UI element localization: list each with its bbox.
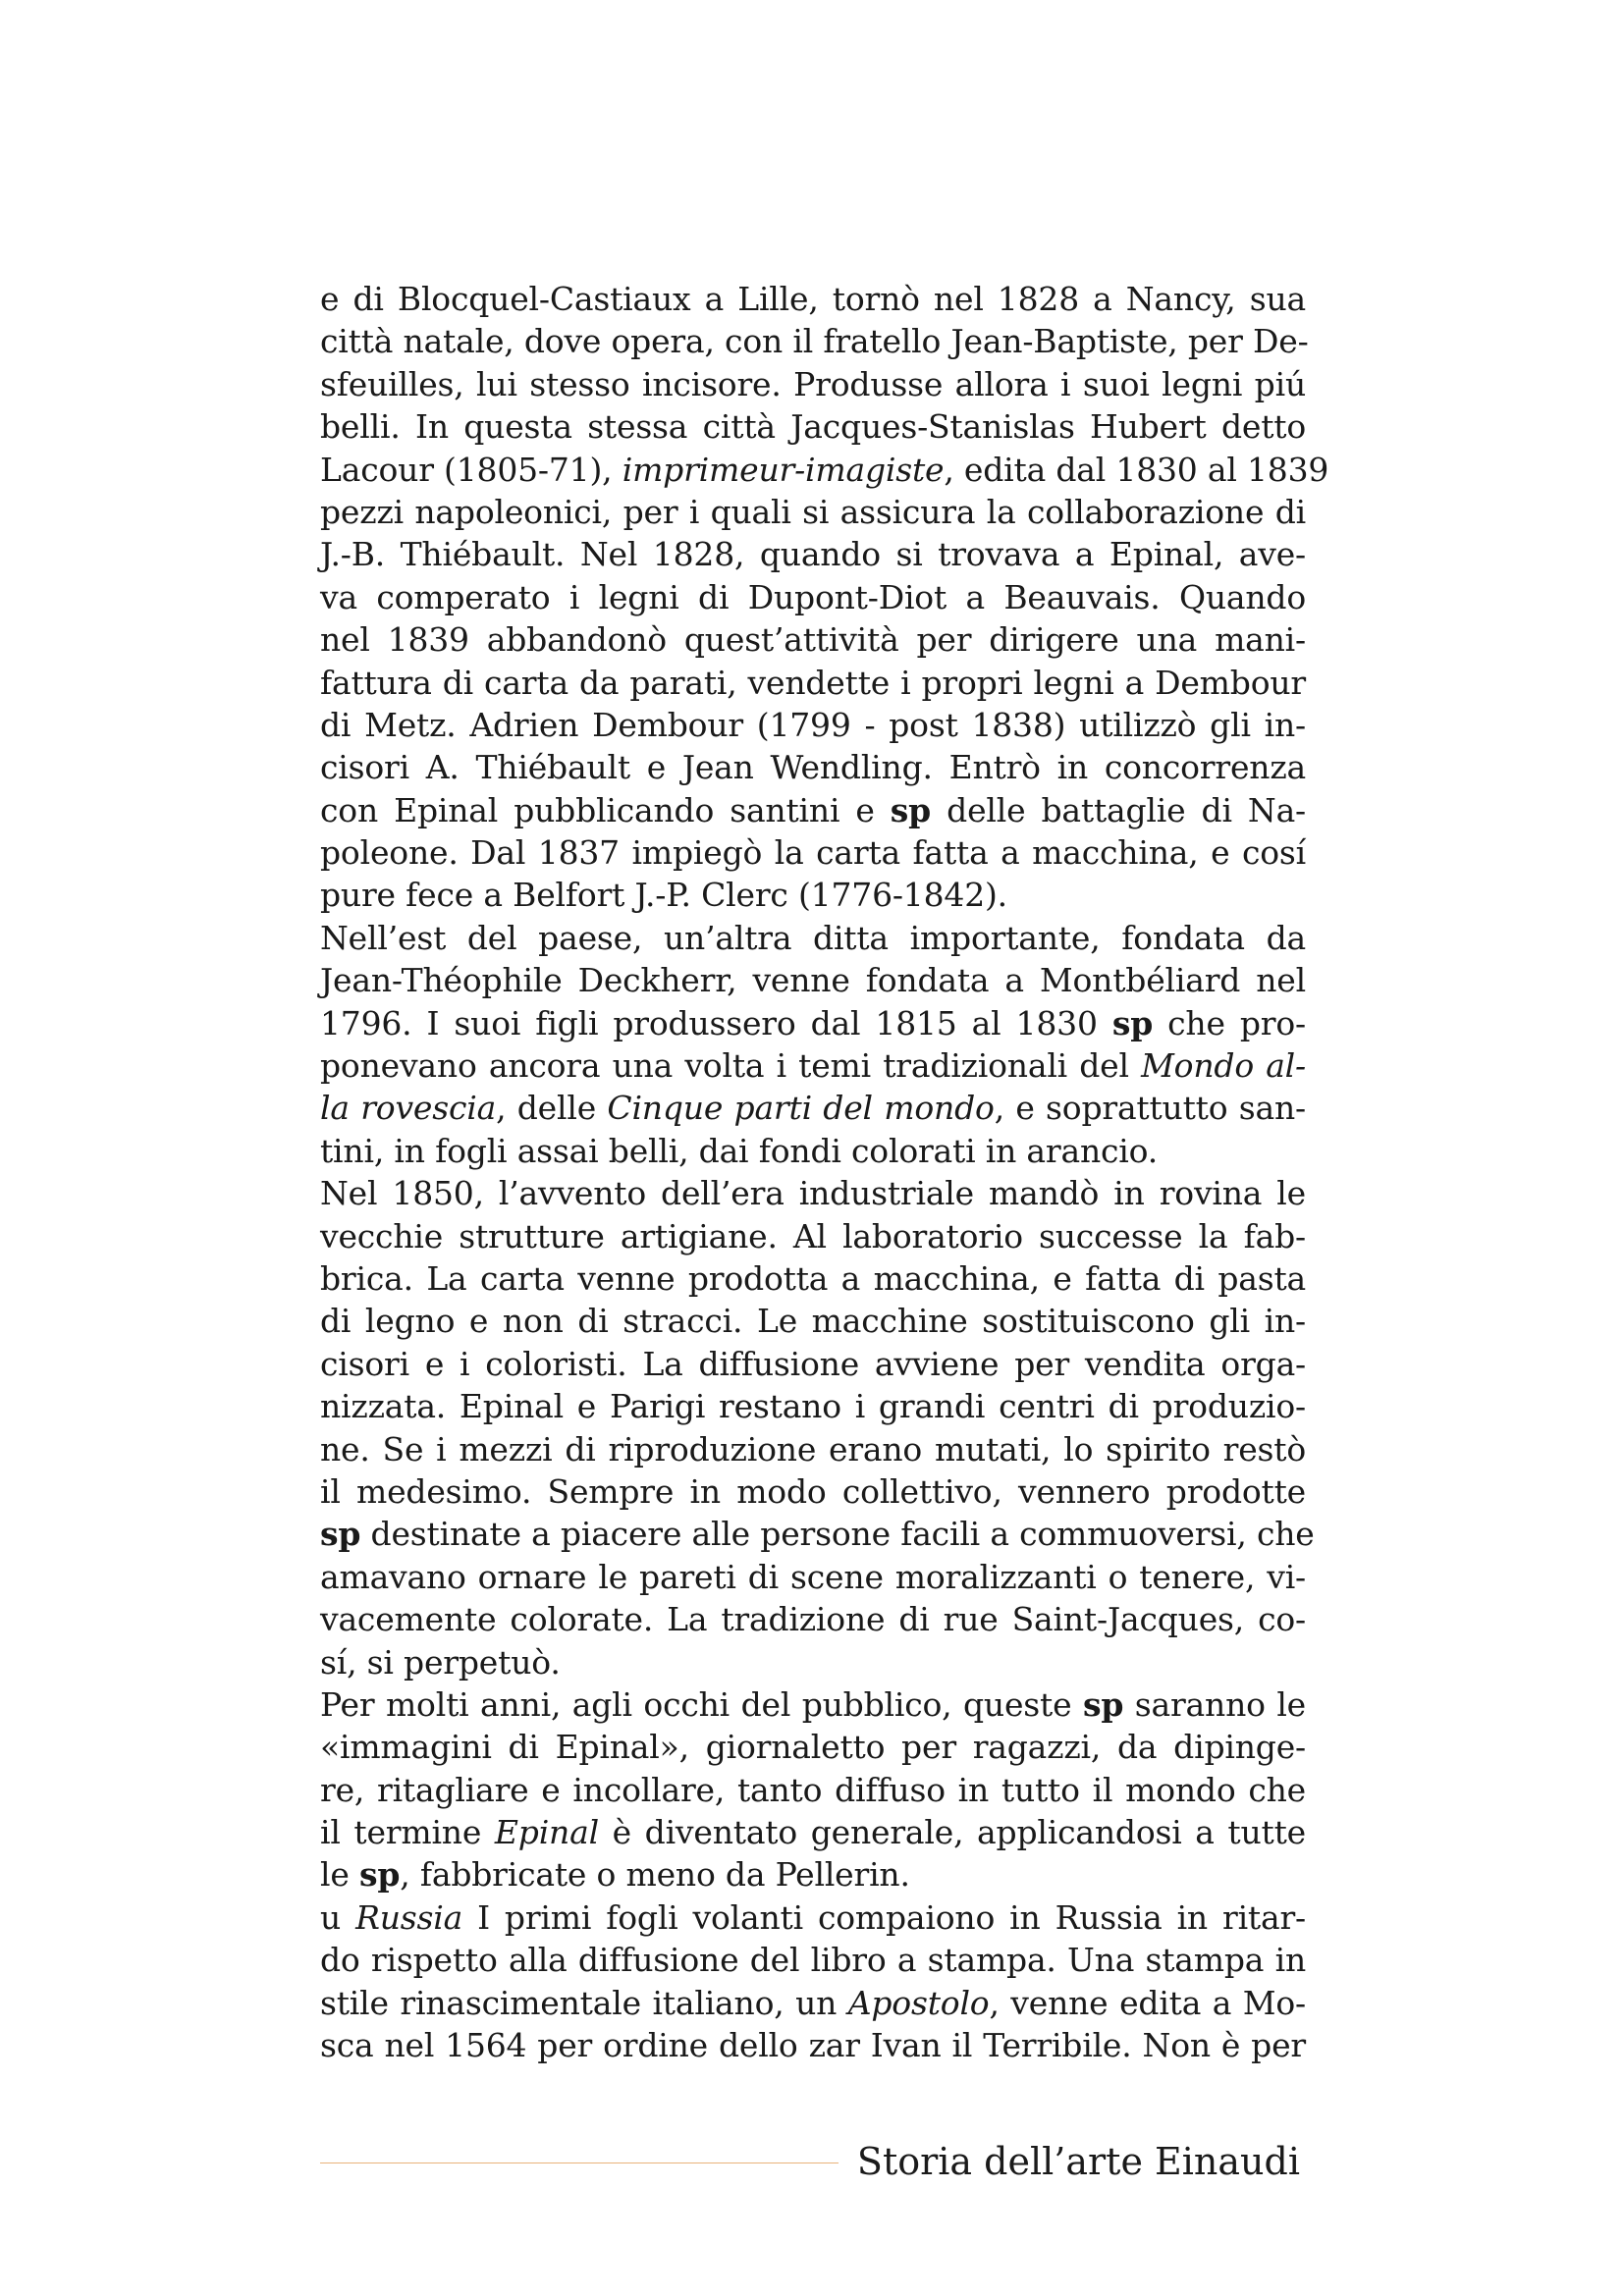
text-line	[320, 320, 1309, 362]
text-segment: poleone. Dal 1837 impiegò la carta fatta a macchina, e cosí	[320, 833, 1306, 873]
text-segment: il termine	[320, 1813, 495, 1852]
text-segment: Mondo al-	[1141, 1046, 1306, 1086]
text-segment: re, ritagliare e incollare, tanto diffuso in tutto il mondo che	[320, 1770, 1306, 1809]
text-line	[320, 1428, 1306, 1470]
text-line	[320, 491, 1306, 533]
text-line	[320, 1172, 1306, 1214]
text-line	[320, 704, 1306, 746]
text-segment: è diventato generale, applicandosi a tutte	[598, 1813, 1306, 1852]
text-line	[320, 874, 1306, 916]
text-segment: va comperato i legni di Dupont-Diot a Beauvais. Quando	[320, 577, 1306, 616]
text-segment: città natale, dove opera, con il fratello Jean-Baptiste, per De-	[320, 322, 1309, 361]
text-line	[320, 1215, 1306, 1257]
text-segment: amavano ornare le pareti di scene moralizzanti o tenere, vi-	[320, 1557, 1306, 1596]
text-line	[320, 1130, 1306, 1172]
text-segment: sp	[1082, 1684, 1124, 1724]
text-line	[320, 662, 1306, 704]
text-line	[320, 917, 1306, 959]
text-segment: fattura di carta da parati, vendette i propri legni a Dembour	[320, 663, 1306, 702]
text-line	[320, 1641, 1306, 1683]
text-line	[320, 959, 1306, 1001]
text-line	[320, 1513, 1315, 1555]
text-segment: tini, in fogli assai belli, dai fondi colorati in arancio.	[320, 1131, 1159, 1170]
text-segment: delle battaglie di Na-	[931, 790, 1306, 829]
text-line	[320, 1939, 1306, 1981]
text-segment: Cinque parti del mondo	[607, 1089, 995, 1128]
text-segment: sí, si perpetuò.	[320, 1642, 561, 1682]
text-line	[320, 1385, 1306, 1427]
text-line	[320, 1726, 1306, 1768]
text-segment: sp	[358, 1855, 401, 1895]
text-segment: , e soprattutto san-	[994, 1089, 1306, 1128]
text-line	[320, 1683, 1306, 1726]
text-line	[320, 618, 1306, 661]
footer-title: Storia dell’arte Einaudi	[856, 2140, 1300, 2183]
text-segment: con Epinal pubblicando santini e	[320, 790, 891, 829]
text-segment: sp	[1111, 1003, 1154, 1042]
text-segment: cisori e i coloristi. La diffusione avviene per vendita orga-	[320, 1344, 1306, 1383]
text-line	[320, 278, 1306, 320]
text-line	[320, 363, 1306, 405]
text-segment: Apostolo	[847, 1983, 990, 2022]
text-segment: il medesimo. Sempre in modo collettivo, vennero prodotte	[320, 1471, 1306, 1511]
text-segment: la rovescia	[320, 1089, 497, 1128]
text-line	[320, 1811, 1306, 1853]
text-line	[320, 1556, 1306, 1598]
text-segment: 1796. I suoi figli produssero dal 1815 al 1830	[320, 1003, 1112, 1042]
text-segment: I primi fogli volanti compaiono in Russia in ritar-	[462, 1897, 1306, 1937]
text-line	[320, 2024, 1306, 2066]
body-text	[320, 278, 1329, 2066]
text-segment: Nel 1850, l’avvento dell’era industriale mandò in rovina le	[320, 1174, 1306, 1213]
text-segment: e di Blocquel-Castiaux a Lille, tornò nel 1828 a Nancy, sua	[320, 280, 1306, 318]
text-segment: imprimeur-imagiste	[622, 450, 945, 489]
text-segment: saranno le	[1123, 1684, 1307, 1724]
text-segment: di Metz. Adrien Dembour (1799 - post 1838) utilizzò gli in-	[320, 705, 1306, 744]
text-segment: vecchie strutture artigiane. Al laboratorio successe la fab-	[320, 1216, 1306, 1255]
text-segment: Nell’est del paese, un’altra ditta importante, fondata da	[320, 918, 1306, 957]
text-segment: pure fece a Belfort J.-P. Clerc (1776-1842).	[320, 876, 1007, 915]
text-line	[320, 533, 1306, 575]
text-segment: , fabbricate o meno da Pellerin.	[400, 1855, 910, 1895]
text-line	[320, 405, 1306, 448]
text-segment: cisori A. Thiébault e Jean Wendling. Entrò in concorrenza	[320, 748, 1306, 787]
text-line	[320, 576, 1306, 618]
text-segment: sca nel 1564 per ordine dello zar Ivan il Terribile. Non è per	[320, 2026, 1306, 2065]
text-line	[320, 1896, 1306, 1939]
text-segment: Russia	[355, 1897, 463, 1937]
text-line	[320, 1853, 1306, 1896]
text-segment: di legno e non di stracci. Le macchine sostituiscono gli in-	[320, 1302, 1306, 1341]
text-segment: Lacour (1805-71),	[320, 450, 622, 489]
text-line	[320, 1470, 1306, 1513]
text-segment: J.-B. Thiébault. Nel 1828, quando si trovava a Epinal, ave-	[320, 535, 1306, 574]
text-segment: vacemente colorate. La tradizione di rue Saint-Jacques, co-	[320, 1600, 1306, 1639]
text-segment: sp	[890, 790, 932, 829]
text-segment: pezzi napoleonici, per i quali si assicura la collaborazione di	[320, 492, 1306, 531]
text-segment: belli. In questa stessa città Jacques-Stanislas Hubert detto	[320, 407, 1306, 447]
text-segment: destinate a piacere alle persone facili a commuoversi, che	[360, 1515, 1315, 1554]
text-segment: Per molti anni, agli occhi del pubblico, queste	[320, 1684, 1083, 1724]
text-segment: stile rinascimentale italiano, un	[320, 1983, 848, 2022]
text-segment: brica. La carta venne prodotta a macchina, e fatta di pasta	[320, 1258, 1306, 1298]
text-line	[320, 1982, 1306, 2024]
text-line	[320, 1087, 1306, 1129]
text-line	[320, 1257, 1306, 1300]
text-line	[320, 789, 1306, 831]
text-line	[320, 1002, 1306, 1044]
text-line	[320, 1598, 1306, 1640]
text-segment: , venne edita a Mo-	[989, 1983, 1306, 2022]
text-segment: do rispetto alla diffusione del libro a stampa. Una stampa in	[320, 1941, 1306, 1980]
text-line	[320, 746, 1306, 788]
text-segment: , edita dal 1830 al 1839	[944, 450, 1329, 489]
text-segment: nel 1839 abbandonò quest’attività per dirigere una mani-	[320, 620, 1306, 660]
text-line	[320, 449, 1329, 491]
text-segment: le	[320, 1855, 359, 1895]
text-line	[320, 1769, 1306, 1811]
text-segment: sfeuilles, lui stesso incisore. Produsse allora i suoi legni piú	[320, 364, 1306, 403]
text-segment: , delle	[496, 1089, 608, 1128]
text-segment: sp	[320, 1515, 361, 1554]
text-line	[320, 831, 1306, 874]
text-segment: ponevano ancora una volta i temi tradizionali del	[320, 1046, 1142, 1086]
text-line	[320, 1343, 1306, 1385]
text-line	[320, 1300, 1306, 1342]
text-segment: ne. Se i mezzi di riproduzione erano mutati, lo spirito restò	[320, 1429, 1306, 1468]
text-segment: nizzata. Epinal e Parigi restano i grandi centri di produzio-	[320, 1387, 1306, 1426]
text-segment: «immagini di Epinal», giornaletto per ragazzi, da dipinge-	[320, 1728, 1306, 1767]
text-segment: Epinal	[494, 1813, 599, 1852]
text-line	[320, 1044, 1306, 1087]
text-segment: Jean-Théophile Deckherr, venne fondata a Montbéliard nel	[320, 961, 1306, 1000]
text-segment: che pro-	[1153, 1003, 1306, 1042]
text-segment: u	[320, 1897, 356, 1937]
